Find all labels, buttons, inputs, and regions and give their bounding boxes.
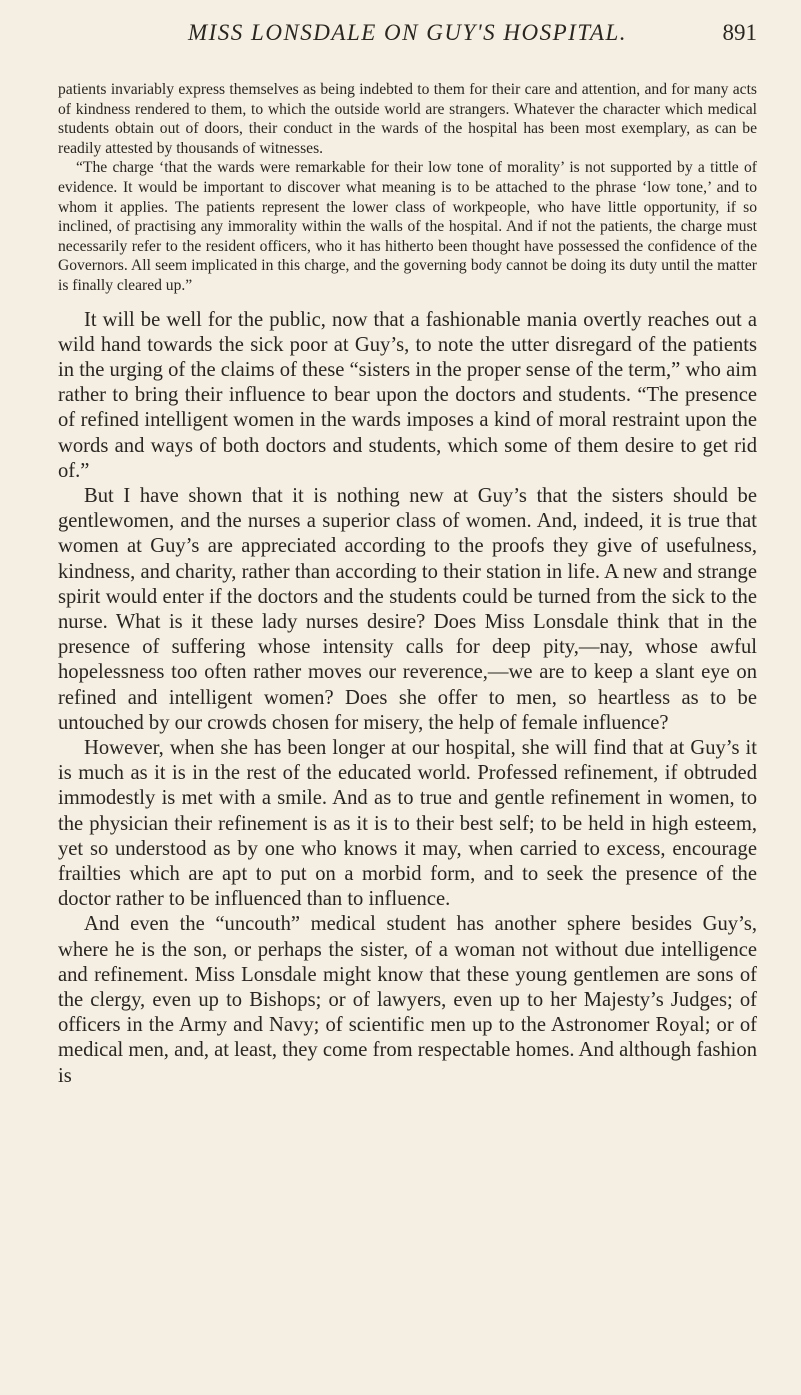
running-title: MISS LONSDALE ON GUY'S HOSPITAL. [187,20,628,45]
quote-paragraph: “The charge ‘that the wards were remarkable for their low tone of morality’ is not supported by a tittle of evidence. It would be important to discover what meaning is to be attached to the phrase ‘low tone,’ and to whom it applies. The patients represent the lower class of workpeople, who have little opportunity, if so inclined, of practising any immorality within the walls of the hospital. And if not the patients, the charge must necessarily refer to the resident officers, who it has hitherto been thought have possessed the confidence of the Governors. All seem implicated in this charge, and the governing body cannot be doing its duty until the matter is finally cleared up.” [58,159,757,294]
page-number: 891 [722,20,757,45]
body-paragraph: It will be well for the public, now that a fashionable mania overtly reaches out a wild hand towards the sick poor at Guy’s, to note the utter disregard of the patients in the urging of the claims of these “sisters in the proper sense of the term,” who aim rather to bring their influence to bear upon the doctors and students. “The presence of refined intelligent women in the wards imposes a kind of moral restraint upon the words and ways of both doctors and students, which some of them desire to get rid of.” [58,308,757,482]
body-paragraph: However, when she has been longer at our hospital, she will find that at Guy’s it is much as it is in the rest of the educated world. Professed refinement, if obtruded immodestly is met with a smile. And as to true and gentle refinement in women, to the physician their refinement is as it is to their best self; to be held in high esteem, yet so understood as by one who knows it may, when carried to excess, encourage frailties which are apt to put on a morbid form, and to seek the presence of the doctor rather to be influenced than to influence. [58,736,757,911]
body-text [58,308,757,1089]
running-head [58,0,757,62]
quoted-passage [58,80,757,296]
body-paragraph: And even the “uncouth” medical student has another sphere besides Guy’s, where he is the son, or perhaps the sister, of a woman not without due intelligence and refinement. Miss Lonsdale might know that these young gentlemen are sons of the clergy, even up to Bishops; or of lawyers, even up to her Majesty’s Judges; of officers in the Army and Navy; of scientific men up to the Astronomer Royal; or of medical men, and, at least, they come from respectable homes. And although fashion is [58,913,757,1087]
body-paragraph: But I have shown that it is nothing new at Guy’s that the sisters should be gentlewomen, and the nurses a superior class of women. And, indeed, it is true that women at Guy’s are appreciated according to the proofs they give of usefulness, kindness, and charity, rather than according to their station in life. A new and strange spirit would enter if the doctors and the students could be turned from the sick to the nurse. What is it these lady nurses desire? Does Miss Lonsdale think that in the presence of suffering whose intensity calls for deep pity,—nay, whose awful hopelessness too often rather moves our reverence,—we are to keep a slant eye on refined and intelligent women? Does she offer to men, so heartless as to be untouched by our crowds chosen for misery, the help of female influence? [58,484,757,734]
quote-paragraph: patients invariably express themselves as being indebted to them for their care and attention, and for many acts of kindness rendered to them, to which the outside world are strangers. Whatever the character which medical students obtain out of doors, their conduct in the wards of the hospital has been most exemplary, as can be readily attested by thousands of witnesses. [58,81,757,157]
